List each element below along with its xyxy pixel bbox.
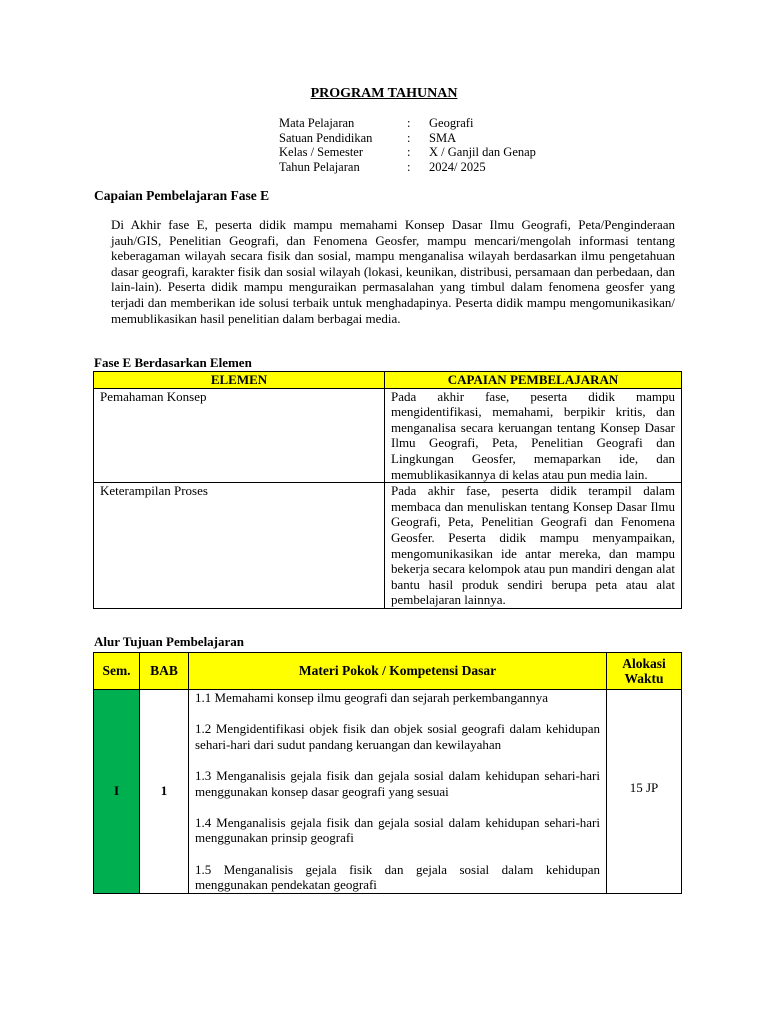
meta-value: Geografi xyxy=(429,116,474,130)
materi-header: Materi Pokok / Kompetensi Dasar xyxy=(189,653,607,690)
elemen-cell: Keterampilan Proses xyxy=(94,483,385,609)
alur-table xyxy=(93,652,682,894)
kd-item: 1.2 Mengidentifikasi objek fisik dan objek sosial geografi dalam kehidupan sehari-hari dari sudut pandang keruangan dan kewilayahan xyxy=(195,721,600,752)
elemen-table xyxy=(93,371,682,609)
meta-row xyxy=(279,145,536,160)
semester-cell: I xyxy=(94,690,140,894)
alur-heading: Alur Tujuan Pembelajaran xyxy=(94,634,245,649)
meta-colon: : xyxy=(407,145,411,159)
sem-header: Sem. xyxy=(94,653,140,690)
alur-table-header xyxy=(94,653,682,690)
capaian-header: CAPAIAN PEMBELAJARAN xyxy=(385,372,682,389)
meta-colon: : xyxy=(407,116,411,130)
meta-label: Satuan Pendidikan xyxy=(279,130,373,145)
elemen-header: ELEMEN xyxy=(94,372,385,389)
kd-item: 1.5 Menganalisis gejala fisik dan gejala sosial dalam kehidupan menggunakan pendekatan geografi xyxy=(195,861,600,893)
alokasi-header: Alokasi Waktu xyxy=(607,653,682,690)
kd-item: 1.1 Memahami konsep ilmu geografi dan sejarah perkembangannya xyxy=(195,690,549,705)
table-row xyxy=(94,690,682,894)
meta-colon: : xyxy=(407,130,411,145)
kd-item: 1.4 Menganalisis gejala fisik dan gejala sosial dalam kehidupan sehari-hari menggunakan prinsip geografi xyxy=(195,814,600,846)
meta-value: X / Ganjil dan Genap xyxy=(429,145,536,159)
alokasi-cell: 15 JP xyxy=(607,690,682,894)
capaian-cell: Pada akhir fase, peserta didik mampu mengidentifikasi, memahami, berpikir kritis, dan menganalisa secara keruangan tentang Konsep Dasar Ilmu Geografi, Peta, Penelitian Geografi dan Lingkungan Geosfer, memaparkan ide, dan memublikasikannya di kelas atau pun media lain. xyxy=(385,388,682,483)
capaian-paragraph: Di Akhir fase E, peserta didik mampu memahami Konsep Dasar Ilmu Geografi, Peta/Penginderaan jauh/GIS, Penelitian Geografi, dan Fenomena Geosfer, mampu mencari/mengolah informasi tentang keberagaman wilayah secara fisik dan sosial, mampu menganalisa wilayah berdasarkan ilmu pengetahuan dasar geografi, karakter fisik dan sosial wilayah (lokasi, keunikan, distribusi, persamaan dan perbedaan, dan lain-lain). Peserta didik mampu menguraikan permasalahan yang timbul dalam fenomena geosfer yang terjadi dan memberikan ide solusi terbaik untuk menghadapinya. Peserta didik mampu mengomunikasikan/ memublikasikan hasil penelitian dalam berbagai media. xyxy=(111,217,675,326)
table-row xyxy=(94,483,682,609)
capaian-cell: Pada akhir fase, peserta didik terampil dalam membaca dan menuliskan tentang Konsep Dasar Ilmu Geografi, Peta, Penelitian Geografi dan Fenomena Geosfer. Peserta didik mampu menyampaikan, mengomunikasikan ide antar mereka, dan mampu bekerja secara kelompok atau pun mandiri dengan alat bantu hasil produk sendiri berupa peta atau alat pembelajaran lainnya. xyxy=(385,483,682,609)
meta-row xyxy=(279,131,536,146)
capaian-heading: Capaian Pembelajaran Fase E xyxy=(94,188,270,203)
table-row xyxy=(94,388,682,483)
meta-value: SMA xyxy=(429,130,457,145)
meta-block xyxy=(279,116,536,174)
meta-value: 2024/ 2025 xyxy=(429,159,486,174)
kd-item: 1.3 Menganalisis gejala fisik dan gejala sosial dalam kehidupan sehari-hari menggunakan konsep dasar geografi yang sesuai xyxy=(195,767,600,799)
elemen-cell: Pemahaman Konsep xyxy=(94,388,385,483)
fase-heading: Fase E Berdasarkan Elemen xyxy=(94,355,252,370)
materi-cell xyxy=(189,690,607,894)
page-title: PROGRAM TAHUNAN xyxy=(310,86,458,101)
meta-row xyxy=(279,160,536,175)
meta-label: Tahun Pelajaran xyxy=(279,159,360,174)
meta-label: Mata Pelajaran xyxy=(279,116,355,130)
meta-label: Kelas / Semester xyxy=(279,145,364,159)
bab-cell: 1 xyxy=(140,690,189,894)
bab-header: BAB xyxy=(140,653,189,690)
elemen-table-header xyxy=(94,372,682,389)
meta-row xyxy=(279,116,536,131)
meta-colon: : xyxy=(407,159,411,174)
